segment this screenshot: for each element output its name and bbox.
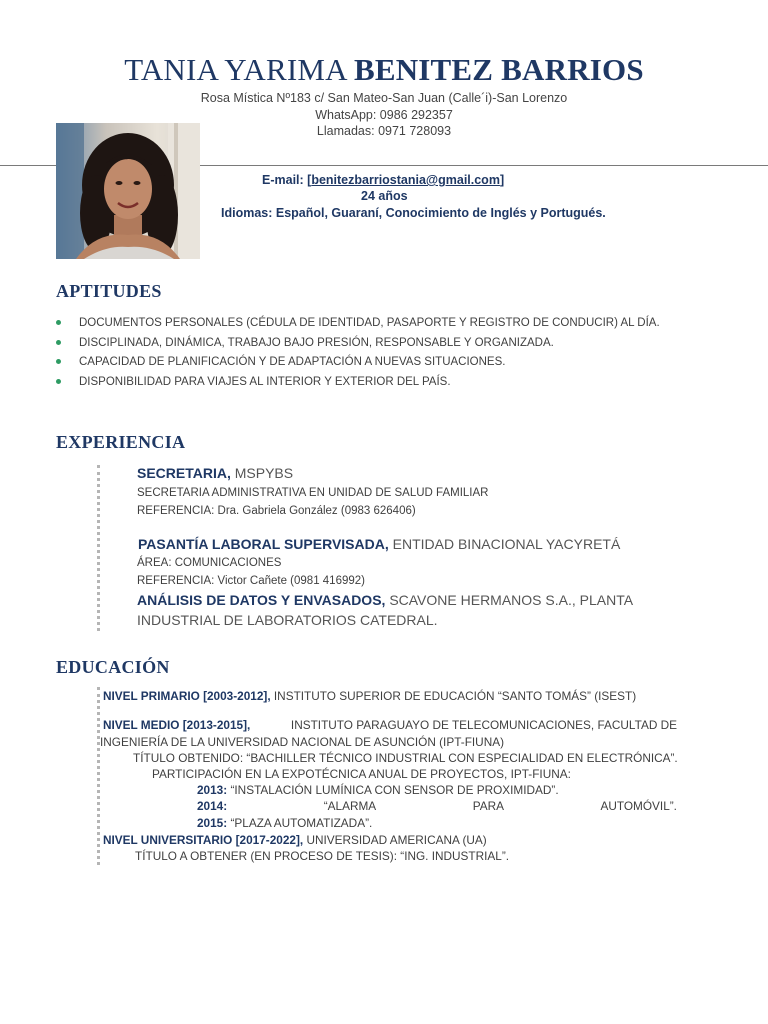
divider-left <box>0 165 56 166</box>
project-word: AUTOMÓVIL”. <box>600 799 677 813</box>
project-2013 <box>197 783 559 797</box>
whatsapp: WhatsApp: 0986 292357 <box>315 108 453 122</box>
experience-dotted-line <box>97 465 100 631</box>
job-title-pasantia <box>138 536 620 552</box>
project-year: 2013: <box>197 783 228 797</box>
list-item <box>56 335 660 355</box>
job-org: MSPYBS <box>234 465 294 481</box>
email-prefix: E-mail: [ <box>262 173 312 187</box>
project-year: 2014: <box>197 799 228 813</box>
education-expo: PARTICIPACIÓN EN LA EXPOTÉCNICA ANUAL DE PROYECTOS, IPT-FIUNA: <box>152 767 571 781</box>
job-title-analisis <box>137 592 633 608</box>
edu-label: NIVEL MEDIO [2013-2015], <box>103 718 251 732</box>
edu-text: INSTITUTO PARAGUAYO DE TELECOMUNICACIONES, FACULTAD DE <box>290 718 677 732</box>
job-reference: REFERENCIA: Dra. Gabriela González (0983 626406) <box>137 505 416 517</box>
project-year: 2015: <box>197 816 228 830</box>
name-bold: BENITEZ BARRIOS <box>353 52 644 87</box>
education-primary <box>103 689 636 703</box>
age: 24 años <box>361 189 408 203</box>
aptitude-text: DISCIPLINADA, DINÁMICA, TRABAJO BAJO PRESIÓN, RESPONSABLE Y ORGANIZADA. <box>79 336 554 349</box>
name-regular: TANIA YARIMA <box>124 52 346 87</box>
aptitude-text: DISPONIBILIDAD PARA VIAJES AL INTERIOR Y EXTERIOR DEL PAÍS. <box>79 375 451 388</box>
list-item <box>56 374 660 394</box>
job-area: ÁREA: COMUNICACIONES <box>137 557 282 569</box>
job-role: ANÁLISIS DE DATOS Y ENVASADOS, <box>137 592 386 608</box>
job-org: ENTIDAD BINACIONAL YACYRETÁ <box>392 536 621 552</box>
candidate-name <box>0 52 768 88</box>
bullet-icon <box>56 379 61 384</box>
project-name: “PLAZA AUTOMATIZADA”. <box>230 816 373 830</box>
education-dotted-line <box>97 687 100 865</box>
project-word: PARA <box>472 799 504 813</box>
section-title-aptitudes: APTITUDES <box>56 281 162 301</box>
calls: Llamadas: 0971 728093 <box>316 124 452 138</box>
email-suffix: ] <box>499 173 505 187</box>
section-title-education: EDUCACIÓN <box>56 657 170 677</box>
bullet-icon <box>56 320 61 325</box>
edu-label: NIVEL UNIVERSITARIO [2017-2022], <box>103 833 304 847</box>
bullet-icon <box>56 359 61 364</box>
aptitude-text: DOCUMENTOS PERSONALES (CÉDULA DE IDENTIDAD, PASAPORTE Y REGISTRO DE CONDUCIR) AL DÍA. <box>79 317 660 329</box>
job-role: PASANTÍA LABORAL SUPERVISADA, <box>138 536 389 552</box>
divider <box>200 165 768 166</box>
job-role: SECRETARIA, <box>137 465 231 481</box>
bullet-icon <box>56 340 61 345</box>
job-description: SECRETARIA ADMINISTRATIVA EN UNIDAD DE SALUD FAMILIAR <box>137 487 489 499</box>
languages: Idiomas: Español, Guaraní, Conocimiento de Inglés y Portugués. <box>221 206 606 220</box>
email-link[interactable]: benitezbarriostania@gmail.com <box>311 173 500 187</box>
aptitude-text: CAPACIDAD DE PLANIFICACIÓN Y DE ADAPTACIÓN A NUEVAS SITUACIONES. <box>79 356 506 368</box>
edu-label: NIVEL PRIMARIO [2003-2012], <box>103 689 271 703</box>
job-reference: REFERENCIA: Victor Cañete (0981 416992) <box>137 575 365 587</box>
edu-text: UNIVERSIDAD AMERICANA (UA) <box>306 833 487 847</box>
list-item <box>56 354 660 374</box>
section-title-experience: EXPERIENCIA <box>56 432 186 452</box>
aptitudes-list <box>56 315 660 393</box>
address: Rosa Mística Nº183 c/ San Mateo-San Juan (Calle´i)-San Lorenzo <box>200 91 568 105</box>
education-medium-line2: INGENIERÍA DE LA UNIVERSIDAD NACIONAL DE ASUNCIÓN (IPT-FIUNA) <box>100 735 505 749</box>
job-title-secretaria <box>137 465 293 481</box>
project-2014 <box>197 799 677 813</box>
job-org: INDUSTRIAL DE LABORATORIOS CATEDRAL. <box>137 612 438 628</box>
education-medium-title: TÍTULO OBTENIDO: “BACHILLER TÉCNICO INDUSTRIAL CON ESPECIALIDAD EN ELECTRÓNICA”. <box>133 751 678 765</box>
education-university <box>103 833 487 847</box>
job-org: SCAVONE HERMANOS S.A., PLANTA <box>389 592 634 608</box>
project-2015 <box>197 816 372 830</box>
edu-text: INSTITUTO SUPERIOR DE EDUCACIÓN “SANTO TOMÁS” (ISEST) <box>273 689 637 703</box>
project-word: “ALARMA <box>323 799 377 813</box>
email-line <box>262 173 504 187</box>
project-name: “INSTALACIÓN LUMÍNICA CON SENSOR DE PROXIMIDAD”. <box>230 783 559 797</box>
education-university-title: TÍTULO A OBTENER (EN PROCESO DE TESIS): “ING. INDUSTRIAL”. <box>135 849 510 863</box>
education-medium-line1 <box>103 718 677 732</box>
list-item <box>56 315 660 335</box>
profile-photo <box>56 123 200 259</box>
job-org-line2 <box>137 612 438 628</box>
